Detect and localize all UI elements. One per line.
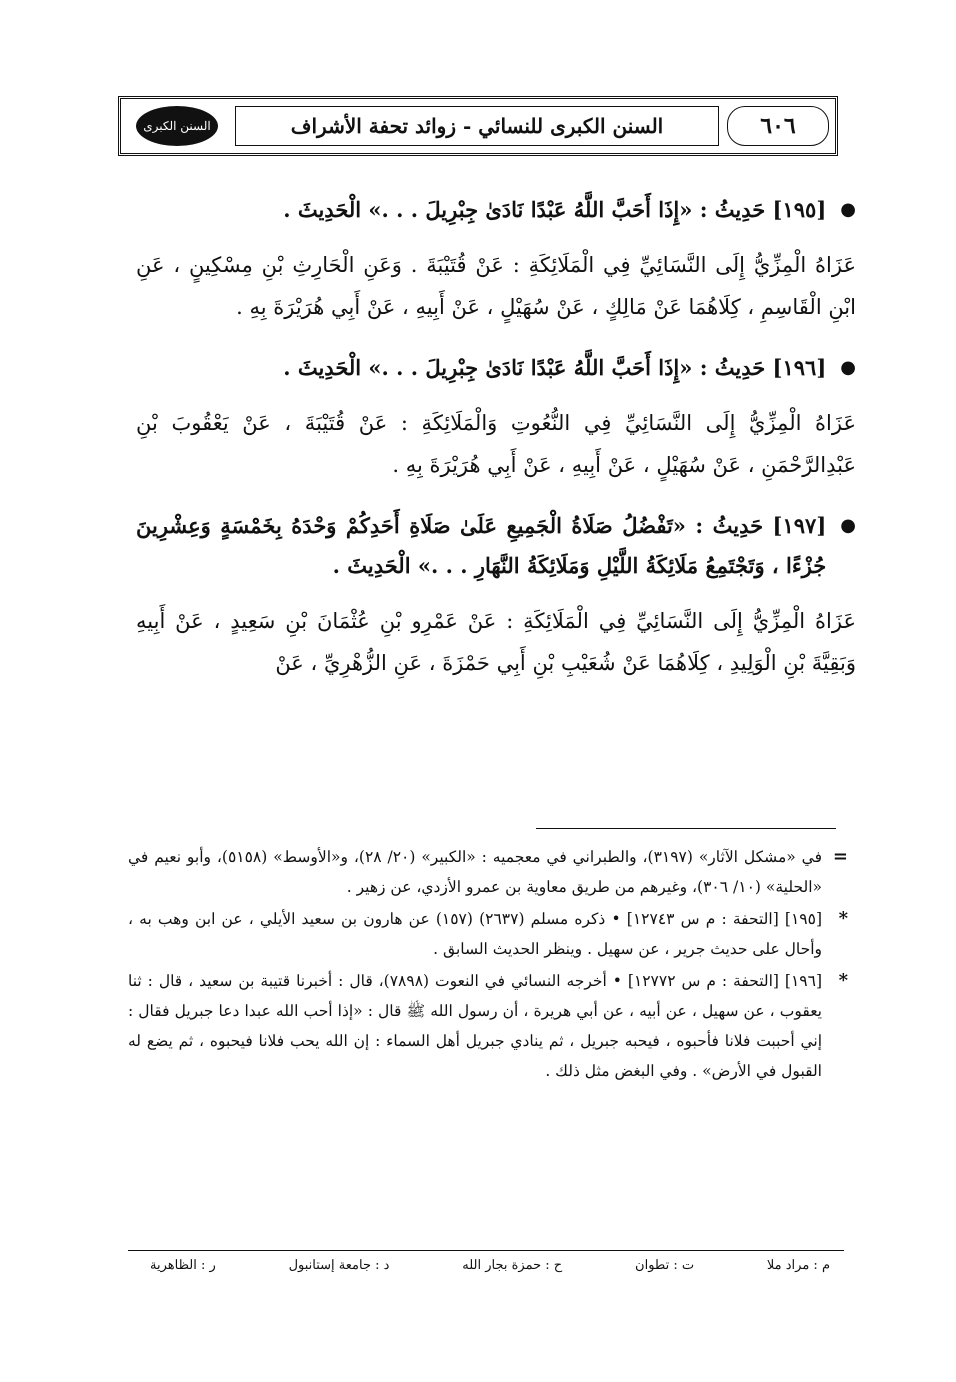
hadith-heading: [١٩٦] حَدِيثُ : «إِذَا أَحَبَّ اللَّهُ عَبْدًا نَادَىٰ جِبْرِيلَ . . .» الْحَدِيثَ . — [283, 355, 827, 380]
bullet-icon: ● — [840, 199, 856, 220]
emblem — [127, 105, 227, 147]
source-item: ح : حمزة بجار الله — [462, 1258, 563, 1273]
footnote — [128, 842, 848, 902]
source-item: م : مراد ملا — [766, 1258, 830, 1273]
hadith-entry-197 — [136, 506, 856, 586]
footnote-text: في «مشكل الآثار» (٣١٩٧)، والطبراني في معجميه : «الكبير» (٢٠/ ٢٨)، و«الأوسط» (٥١٥٨)، وأبو نعيم في «الحلية» (١٠/ ٣٠٦)، وغيرهم من طريق معاوية بن عمرو الأزدي، عن زهير . — [128, 848, 823, 896]
footnote-mark: * — [838, 970, 848, 991]
header-title-frame — [235, 106, 719, 146]
footnote — [128, 966, 848, 1086]
footnotes — [128, 842, 848, 1088]
hadith-heading: [١٩٥] حَدِيثُ : «إِذَا أَحَبَّ اللَّهُ عَبْدًا نَادَىٰ جِبْرِيلَ . . .» الْحَدِيثَ . — [283, 197, 827, 222]
hadith-attribution: عَزَاهُ الْمِزِّيُّ إِلَى النَّسَائِيِّ فِي النُّعُوتِ وَالْمَلَائِكَةِ : عَنْ قُتَيْبَةَ ، عَنْ يَعْقُوبَ بْنِ عَبْدِالرَّحْمَنِ ، عَنْ سُهَيْلٍ ، عَنْ أَبِيهِ ، عَنْ أَبِي هُرَيْرَةَ بِهِ . — [136, 411, 856, 477]
hadith-entry-196 — [136, 348, 856, 388]
footnote-mark: = — [832, 846, 848, 867]
source-item: ت : تطوان — [635, 1258, 695, 1273]
bullet-icon: ● — [840, 357, 856, 378]
footnote-text: [١٩٦] [التحفة : م س ١٢٧٧٢] • أخرجه النسائي في النعوت (٧٨٩٨)، قال : أخبرنا قتيبة بن سعيد ، قال : ثنا يعقوب ، عن سهيل ، عن أبيه ، عن أبي هريرة ، أن رسول الله ﷺ قال : «إذا أحب الله عبدا دعا جبريل فقال : إني أحببت فلانا فأحبوه ، فيحبه جبريل ، ثم ينادي جبريل أهل السماء : إن الله يحب فلانا فيحبوه ، ثم يضع له القبول في الأرض» . وفي البغض مثل ذلك . — [128, 972, 822, 1080]
source-item: د : جامعة إستانبول — [288, 1258, 390, 1273]
bullet-icon: ● — [840, 515, 856, 536]
footnote-mark: * — [838, 908, 848, 929]
hadith-attribution: عَزَاهُ الْمِزِّيُّ إِلَى النَّسَائِيِّ فِي الْمَلَائِكَةِ : عَنْ قُتَيْبَةَ . وَعَنِ الْحَارِثِ بْنِ مِسْكِينٍ ، عَنِ ابْنِ الْقَاسِمِ ، كِلَاهُمَا عَنْ مَالِكٍ ، عَنْ سُهَيْلٍ ، عَنْ أَبِيهِ ، عَنْ أَبِي هُرَيْرَةَ بِهِ . — [136, 253, 856, 319]
hadith-heading: [١٩٧] حَدِيثُ : «تَفْضُلُ صَلَاةُ الْجَمِيعِ عَلَىٰ صَلَاةِ أَحَدِكُمْ وَحْدَهُ بِخَمْسَةٍ وَعِشْرِينَ جُزْءًا ، وَتَجْتَمِعُ مَلَائِكَةُ اللَّيْلِ وَمَلَائِكَةُ النَّهَارِ . . .» الْحَدِيثَ . — [136, 513, 827, 578]
page-number-text: ٦٠٦ — [760, 113, 796, 139]
hadith-attribution: عَزَاهُ الْمِزِّيُّ إِلَى النَّسَائِيِّ فِي الْمَلَائِكَةِ : عَنْ عَمْرِو بْنِ عُثْمَانَ بْنِ سَعِيدٍ ، عَنْ أَبِيهِ وَبَقِيَّةَ بْنِ الْوَلِيدِ ، كِلَاهُمَا عَنْ شُعَيْبِ بْنِ أَبِي حَمْزَةَ ، عَنِ الزُّهْرِيِّ ، عَنْ — [136, 609, 856, 675]
main-text — [136, 190, 856, 704]
book-title: السنن الكبرى للنسائي - زوائد تحفة الأشراف — [290, 114, 664, 138]
footnote — [128, 904, 848, 964]
footnote-text: [١٩٥] [التحفة : م س ١٢٧٤٣] • ذكره مسلم (٢٦٣٧) (١٥٧) عن هارون بن سعيد الأيلي ، عن ابن وهب به ، وأحال على حديث جرير ، عن سهيل . وينظر الحديث السابق . — [128, 910, 822, 958]
footnote-separator — [536, 828, 836, 829]
page-number — [727, 106, 829, 146]
source-item: ر : الظاهرية — [150, 1258, 216, 1273]
emblem-text: السنن الكبرى — [143, 118, 211, 133]
hadith-entry-195 — [136, 190, 856, 230]
bottom-divider — [128, 1250, 844, 1251]
manuscript-sources — [150, 1258, 830, 1273]
page-header — [118, 96, 838, 156]
emblem-logo — [136, 106, 218, 146]
